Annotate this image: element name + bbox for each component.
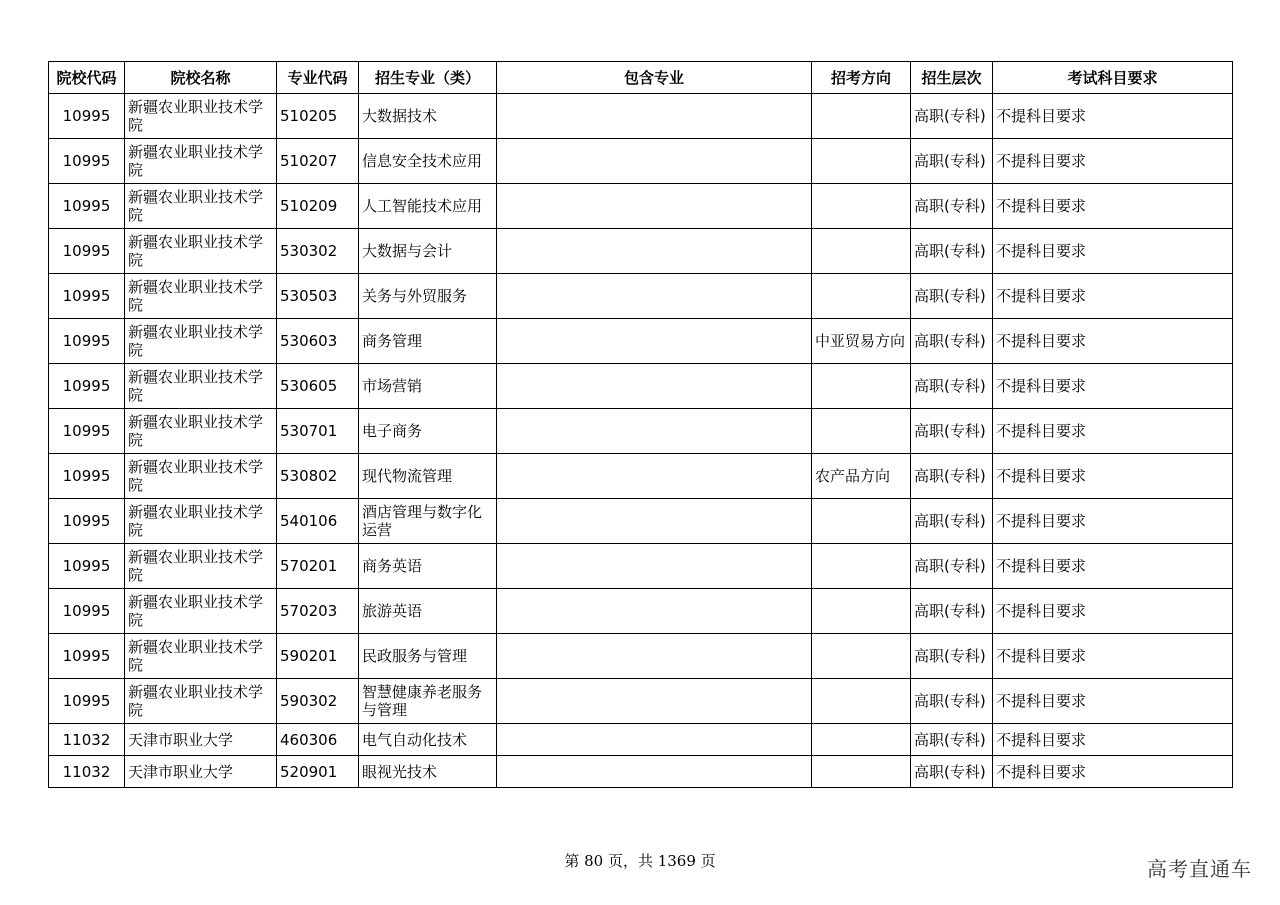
cell-direction: 农产品方向 bbox=[812, 454, 911, 499]
cell-included bbox=[497, 544, 812, 589]
table-row bbox=[49, 756, 1233, 788]
cell-school-code: 10995 bbox=[49, 94, 125, 139]
cell-school-name: 天津市职业大学 bbox=[125, 756, 277, 788]
cell-requirement: 不提科目要求 bbox=[993, 679, 1233, 724]
cell-level: 高职(专科) bbox=[911, 139, 993, 184]
watermark-text: 高考直通车 bbox=[1147, 857, 1252, 881]
cell-school-code: 10995 bbox=[49, 274, 125, 319]
cell-requirement: 不提科目要求 bbox=[993, 634, 1233, 679]
cell-major: 酒店管理与数字化运营 bbox=[359, 499, 497, 544]
cell-level: 高职(专科) bbox=[911, 679, 993, 724]
table-header-row bbox=[49, 62, 1233, 94]
table-row bbox=[49, 139, 1233, 184]
cell-requirement: 不提科目要求 bbox=[993, 454, 1233, 499]
cell-requirement: 不提科目要求 bbox=[993, 229, 1233, 274]
cell-level: 高职(专科) bbox=[911, 454, 993, 499]
table-row bbox=[49, 724, 1233, 756]
cell-included bbox=[497, 589, 812, 634]
table-row bbox=[49, 634, 1233, 679]
cell-school-name: 新疆农业职业技术学院 bbox=[125, 229, 277, 274]
cell-major-code: 460306 bbox=[277, 724, 359, 756]
table-row bbox=[49, 544, 1233, 589]
cell-major: 信息安全技术应用 bbox=[359, 139, 497, 184]
cell-major: 现代物流管理 bbox=[359, 454, 497, 499]
header-school-code: 院校代码 bbox=[49, 62, 125, 94]
cell-included bbox=[497, 454, 812, 499]
cell-major-code: 570203 bbox=[277, 589, 359, 634]
cell-direction bbox=[812, 589, 911, 634]
cell-included bbox=[497, 409, 812, 454]
table-row bbox=[49, 229, 1233, 274]
cell-requirement: 不提科目要求 bbox=[993, 724, 1233, 756]
admission-table bbox=[48, 61, 1233, 788]
cell-school-code: 10995 bbox=[49, 544, 125, 589]
header-level: 招生层次 bbox=[911, 62, 993, 94]
cell-major: 电气自动化技术 bbox=[359, 724, 497, 756]
cell-direction bbox=[812, 274, 911, 319]
cell-direction bbox=[812, 679, 911, 724]
cell-level: 高职(专科) bbox=[911, 634, 993, 679]
table-row bbox=[49, 454, 1233, 499]
cell-level: 高职(专科) bbox=[911, 756, 993, 788]
cell-major-code: 530302 bbox=[277, 229, 359, 274]
cell-school-code: 10995 bbox=[49, 499, 125, 544]
cell-included bbox=[497, 94, 812, 139]
cell-school-code: 10995 bbox=[49, 634, 125, 679]
cell-major-code: 520901 bbox=[277, 756, 359, 788]
cell-level: 高职(专科) bbox=[911, 319, 993, 364]
cell-school-name: 新疆农业职业技术学院 bbox=[125, 499, 277, 544]
cell-direction bbox=[812, 184, 911, 229]
cell-major-code: 530605 bbox=[277, 364, 359, 409]
table-row bbox=[49, 499, 1233, 544]
table-row bbox=[49, 274, 1233, 319]
cell-level: 高职(专科) bbox=[911, 364, 993, 409]
cell-school-name: 天津市职业大学 bbox=[125, 724, 277, 756]
table-row bbox=[49, 94, 1233, 139]
cell-school-code: 10995 bbox=[49, 409, 125, 454]
cell-school-name: 新疆农业职业技术学院 bbox=[125, 184, 277, 229]
cell-level: 高职(专科) bbox=[911, 589, 993, 634]
cell-direction bbox=[812, 756, 911, 788]
cell-major: 眼视光技术 bbox=[359, 756, 497, 788]
cell-level: 高职(专科) bbox=[911, 229, 993, 274]
cell-school-name: 新疆农业职业技术学院 bbox=[125, 454, 277, 499]
cell-requirement: 不提科目要求 bbox=[993, 139, 1233, 184]
cell-direction bbox=[812, 364, 911, 409]
header-direction: 招考方向 bbox=[812, 62, 911, 94]
cell-level: 高职(专科) bbox=[911, 409, 993, 454]
cell-school-name: 新疆农业职业技术学院 bbox=[125, 364, 277, 409]
cell-school-code: 11032 bbox=[49, 724, 125, 756]
table-row bbox=[49, 679, 1233, 724]
cell-requirement: 不提科目要求 bbox=[993, 544, 1233, 589]
cell-major-code: 570201 bbox=[277, 544, 359, 589]
cell-included bbox=[497, 274, 812, 319]
cell-school-code: 10995 bbox=[49, 454, 125, 499]
table-row bbox=[49, 319, 1233, 364]
cell-requirement: 不提科目要求 bbox=[993, 589, 1233, 634]
cell-major: 市场营销 bbox=[359, 364, 497, 409]
table-row bbox=[49, 589, 1233, 634]
cell-school-name: 新疆农业职业技术学院 bbox=[125, 409, 277, 454]
cell-school-code: 10995 bbox=[49, 139, 125, 184]
cell-included bbox=[497, 756, 812, 788]
cell-school-code: 10995 bbox=[49, 679, 125, 724]
cell-school-code: 10995 bbox=[49, 364, 125, 409]
table-row bbox=[49, 184, 1233, 229]
cell-included bbox=[497, 724, 812, 756]
cell-major-code: 510209 bbox=[277, 184, 359, 229]
cell-school-name: 新疆农业职业技术学院 bbox=[125, 274, 277, 319]
cell-requirement: 不提科目要求 bbox=[993, 319, 1233, 364]
cell-direction bbox=[812, 544, 911, 589]
cell-major: 商务管理 bbox=[359, 319, 497, 364]
cell-requirement: 不提科目要求 bbox=[993, 499, 1233, 544]
cell-major-code: 590302 bbox=[277, 679, 359, 724]
header-major-code: 专业代码 bbox=[277, 62, 359, 94]
page-footer: 第 80 页，共 1369 页 bbox=[564, 852, 716, 870]
cell-direction bbox=[812, 409, 911, 454]
cell-major: 民政服务与管理 bbox=[359, 634, 497, 679]
cell-requirement: 不提科目要求 bbox=[993, 184, 1233, 229]
cell-major: 商务英语 bbox=[359, 544, 497, 589]
cell-direction bbox=[812, 724, 911, 756]
cell-included bbox=[497, 679, 812, 724]
cell-included bbox=[497, 634, 812, 679]
cell-level: 高职(专科) bbox=[911, 274, 993, 319]
header-major: 招生专业（类） bbox=[359, 62, 497, 94]
cell-major-code: 530802 bbox=[277, 454, 359, 499]
cell-direction bbox=[812, 94, 911, 139]
table-row bbox=[49, 409, 1233, 454]
cell-major-code: 590201 bbox=[277, 634, 359, 679]
cell-school-name: 新疆农业职业技术学院 bbox=[125, 634, 277, 679]
cell-major-code: 510207 bbox=[277, 139, 359, 184]
cell-requirement: 不提科目要求 bbox=[993, 756, 1233, 788]
header-requirement: 考试科目要求 bbox=[993, 62, 1233, 94]
cell-major: 关务与外贸服务 bbox=[359, 274, 497, 319]
cell-included bbox=[497, 499, 812, 544]
cell-direction: 中亚贸易方向 bbox=[812, 319, 911, 364]
cell-major-code: 510205 bbox=[277, 94, 359, 139]
cell-major: 大数据与会计 bbox=[359, 229, 497, 274]
cell-direction bbox=[812, 139, 911, 184]
cell-requirement: 不提科目要求 bbox=[993, 94, 1233, 139]
cell-school-code: 10995 bbox=[49, 229, 125, 274]
cell-school-name: 新疆农业职业技术学院 bbox=[125, 319, 277, 364]
cell-major: 电子商务 bbox=[359, 409, 497, 454]
cell-level: 高职(专科) bbox=[911, 94, 993, 139]
cell-major: 人工智能技术应用 bbox=[359, 184, 497, 229]
cell-direction bbox=[812, 229, 911, 274]
header-included: 包含专业 bbox=[497, 62, 812, 94]
cell-school-name: 新疆农业职业技术学院 bbox=[125, 544, 277, 589]
cell-major-code: 530603 bbox=[277, 319, 359, 364]
cell-school-code: 10995 bbox=[49, 319, 125, 364]
cell-school-code: 11032 bbox=[49, 756, 125, 788]
cell-school-name: 新疆农业职业技术学院 bbox=[125, 94, 277, 139]
cell-school-name: 新疆农业职业技术学院 bbox=[125, 679, 277, 724]
header-school-name: 院校名称 bbox=[125, 62, 277, 94]
cell-included bbox=[497, 229, 812, 274]
cell-level: 高职(专科) bbox=[911, 544, 993, 589]
cell-requirement: 不提科目要求 bbox=[993, 409, 1233, 454]
cell-major-code: 530503 bbox=[277, 274, 359, 319]
cell-school-name: 新疆农业职业技术学院 bbox=[125, 589, 277, 634]
cell-included bbox=[497, 184, 812, 229]
cell-major: 大数据技术 bbox=[359, 94, 497, 139]
cell-requirement: 不提科目要求 bbox=[993, 364, 1233, 409]
cell-major-code: 540106 bbox=[277, 499, 359, 544]
cell-major: 智慧健康养老服务与管理 bbox=[359, 679, 497, 724]
cell-requirement: 不提科目要求 bbox=[993, 274, 1233, 319]
cell-major: 旅游英语 bbox=[359, 589, 497, 634]
cell-direction bbox=[812, 634, 911, 679]
cell-included bbox=[497, 139, 812, 184]
cell-level: 高职(专科) bbox=[911, 499, 993, 544]
cell-direction bbox=[812, 499, 911, 544]
cell-level: 高职(专科) bbox=[911, 724, 993, 756]
cell-school-code: 10995 bbox=[49, 184, 125, 229]
cell-included bbox=[497, 364, 812, 409]
cell-school-name: 新疆农业职业技术学院 bbox=[125, 139, 277, 184]
cell-school-code: 10995 bbox=[49, 589, 125, 634]
cell-major-code: 530701 bbox=[277, 409, 359, 454]
table-row bbox=[49, 364, 1233, 409]
cell-level: 高职(专科) bbox=[911, 184, 993, 229]
cell-included bbox=[497, 319, 812, 364]
